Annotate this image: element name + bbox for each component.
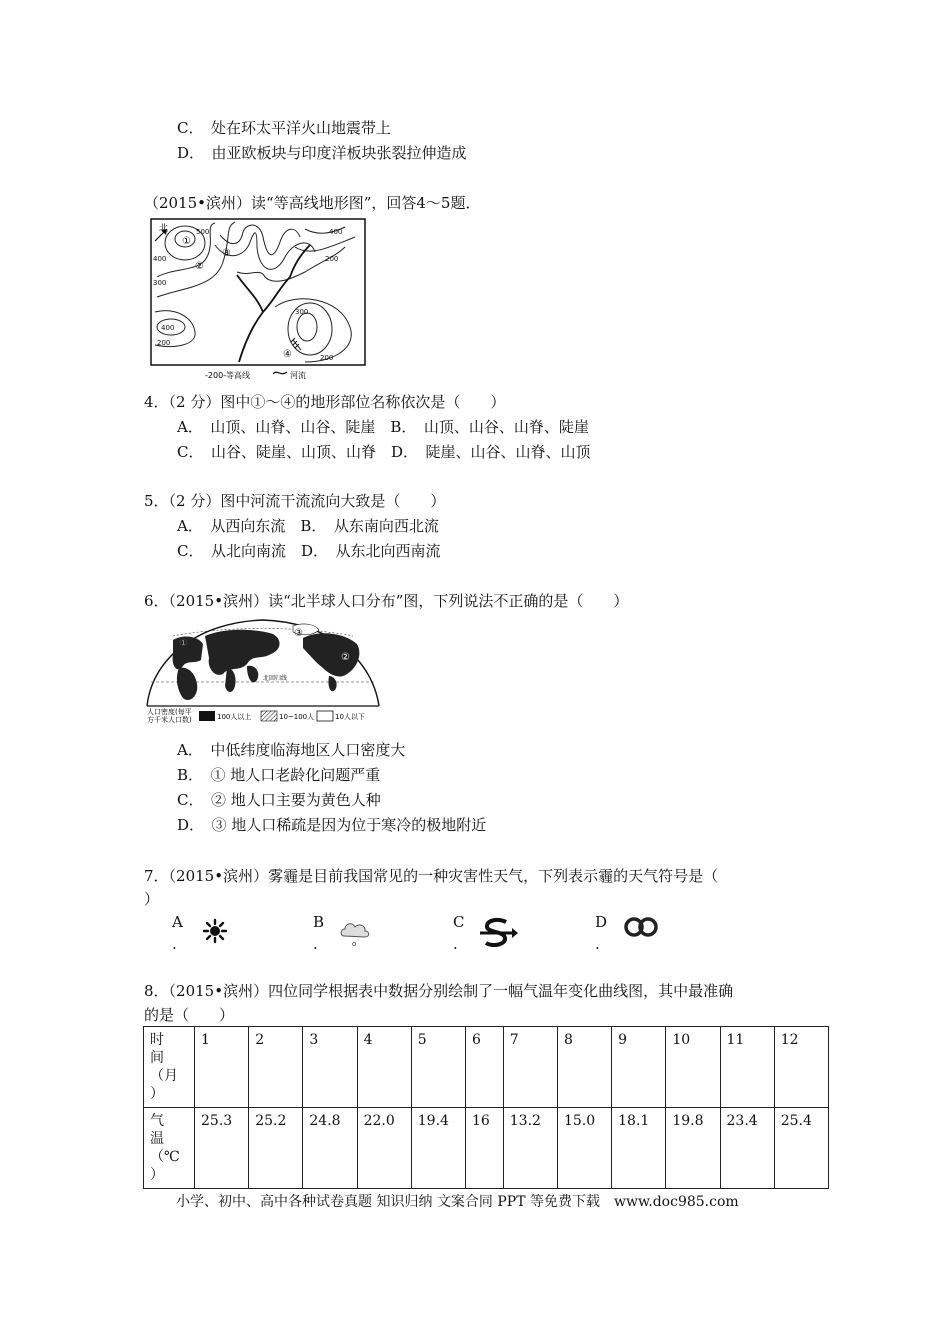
sandstorm-icon: [478, 916, 518, 950]
month-cell: 3: [303, 1027, 357, 1108]
temp-cell: 24.8: [303, 1108, 357, 1189]
contour-value: 200: [325, 255, 339, 263]
marker-2: ②: [195, 261, 204, 272]
temp-cell: 18.1: [612, 1108, 666, 1189]
contour-value: 200: [157, 339, 171, 347]
q6-option-a: A． 中低纬度临海地区人口密度大: [177, 741, 406, 759]
legend-title-1: 人口密度(每平: [147, 708, 192, 716]
q3-option-c: C． 处在环太平洋火山地震带上: [177, 119, 391, 137]
q3-option-d: D． 由亚欧板块与印度洋板块张裂拉伸造成: [177, 144, 467, 162]
month-cell: 1: [195, 1027, 249, 1108]
q8-stem-line1: 8．（2015•滨州）四位同学根据表中数据分别绘制了一幅气温年变化曲线图，其中最准确: [144, 982, 734, 1000]
month-cell: 12: [774, 1027, 828, 1108]
month-cell: 5: [411, 1027, 465, 1108]
temp-cell: 15.0: [557, 1108, 611, 1189]
q5-stem: 5．（2 分）图中河流干流流向大致是（ ）: [144, 492, 446, 510]
legend-high: 100人以上: [217, 713, 252, 721]
q8-stem-line2: 的是（ ）: [144, 1006, 235, 1024]
q7-stem-line1: 7．（2015•滨州）雾霾是目前我国常见的一种灾害性天气，下列表示霾的天气符号是（: [144, 867, 719, 885]
q7-option-c-letter: C: [453, 913, 465, 931]
marker-1: ①: [182, 236, 191, 247]
legend-mid-swatch: [261, 711, 277, 721]
temp-cell: 19.8: [666, 1108, 720, 1189]
q7-option-b-dot: .: [313, 935, 318, 953]
q6-option-d: D． ③ 地人口稀疏是因为位于寒冷的极地附近: [177, 816, 487, 834]
legend-mid: 10~100人: [279, 713, 315, 721]
contour-value: 400: [161, 324, 175, 332]
month-cell: 6: [465, 1027, 503, 1108]
legend-title-2: 方千米人口数): [147, 716, 192, 724]
legend-contour: -200-等高线: [205, 371, 251, 380]
population-map: [143, 614, 383, 726]
haze-icon: [622, 914, 662, 940]
contour-map: [145, 217, 370, 383]
q4-options-ab: A． 山顶、山脊、山谷、陡崖 B． 山顶、山谷、山脊、陡崖: [177, 418, 589, 436]
temp-cell: 25.3: [195, 1108, 249, 1189]
contour-value: 400: [153, 255, 167, 263]
temp-cell: 25.2: [249, 1108, 303, 1189]
q6-option-b: B． ① 地人口老龄化问题严重: [177, 766, 381, 784]
q4-stem: 4．（2 分）图中①～④的地形部位名称依次是（ ）: [144, 393, 506, 411]
marker-4: ④: [283, 349, 292, 360]
marker-3: ③: [222, 248, 231, 259]
temp-cell: 23.4: [720, 1108, 774, 1189]
row-header-time: 时 间 （月 ）: [144, 1027, 195, 1108]
month-cell: 2: [249, 1027, 303, 1108]
q7-option-c-dot: .: [453, 935, 458, 953]
contour-value: 300: [295, 308, 309, 316]
river-legend-icon: [273, 372, 287, 374]
legend-low: 10人以下: [335, 713, 365, 721]
north-label: 北: [159, 224, 169, 234]
sun-icon: [200, 918, 230, 944]
contour-value: 400: [329, 228, 343, 236]
temperature-table: [143, 1026, 829, 1189]
q6-option-c: C． ② 地人口主要为黄色人种: [177, 791, 381, 809]
temp-cell: 13.2: [503, 1108, 557, 1189]
temp-cell: 19.4: [411, 1108, 465, 1189]
q7-option-a-dot: .: [172, 935, 177, 953]
contour-value: 500: [196, 228, 210, 236]
legend-low-swatch: [317, 711, 333, 721]
row-header-temp: 气 温 （℃ ）: [144, 1108, 195, 1189]
q7-option-d-letter: D: [595, 913, 608, 931]
contour-value: 200: [320, 354, 334, 362]
table-row-months: [144, 1027, 829, 1108]
page-footer: 小学、初中、高中各种试卷真题 知识归纳 文案合同 PPT 等免费下载 www.doc985.com: [176, 1194, 739, 1210]
table-row-temps: [144, 1108, 829, 1189]
q7-option-b-letter: B: [313, 913, 325, 931]
q4-options-cd: C． 山谷、陡崖、山顶、山脊 D． 陡崖、山谷、山脊、山顶: [177, 443, 591, 461]
intro-questions-4-5: （2015•滨州）读“等高线地形图”，回答4～5题．: [144, 194, 481, 212]
legend-river: 河流: [290, 371, 306, 380]
pop-marker-3: ③: [294, 628, 303, 639]
temp-cell: 22.0: [357, 1108, 411, 1189]
hail-cloud-icon: [338, 918, 372, 948]
legend-high-swatch: [199, 711, 215, 721]
month-cell: 11: [720, 1027, 774, 1108]
contour-value: 300: [153, 279, 167, 287]
pop-marker-2: ②: [341, 652, 350, 663]
q5-options-cd: C． 从北向南流 D． 从东北向西南流: [177, 542, 441, 560]
month-cell: 10: [666, 1027, 720, 1108]
q7-option-a-letter: A: [172, 913, 183, 931]
month-cell: 4: [357, 1027, 411, 1108]
month-cell: 8: [557, 1027, 611, 1108]
tropic-label: 北回归线: [263, 675, 288, 682]
svg-text:o: o: [352, 940, 357, 948]
month-cell: 9: [612, 1027, 666, 1108]
q6-stem: 6．（2015•滨州）读“北半球人口分布”图，下列说法不正确的是（ ）: [144, 592, 629, 610]
q5-options-ab: A． 从西向东流 B． 从东南向西北流: [177, 517, 439, 535]
temp-cell: 25.4: [774, 1108, 828, 1189]
month-cell: 7: [503, 1027, 557, 1108]
temp-cell: 16: [465, 1108, 503, 1189]
q7-stem-line2: ）: [144, 890, 160, 908]
q7-option-d-dot: .: [595, 935, 600, 953]
pop-marker-1: ①: [179, 638, 188, 649]
